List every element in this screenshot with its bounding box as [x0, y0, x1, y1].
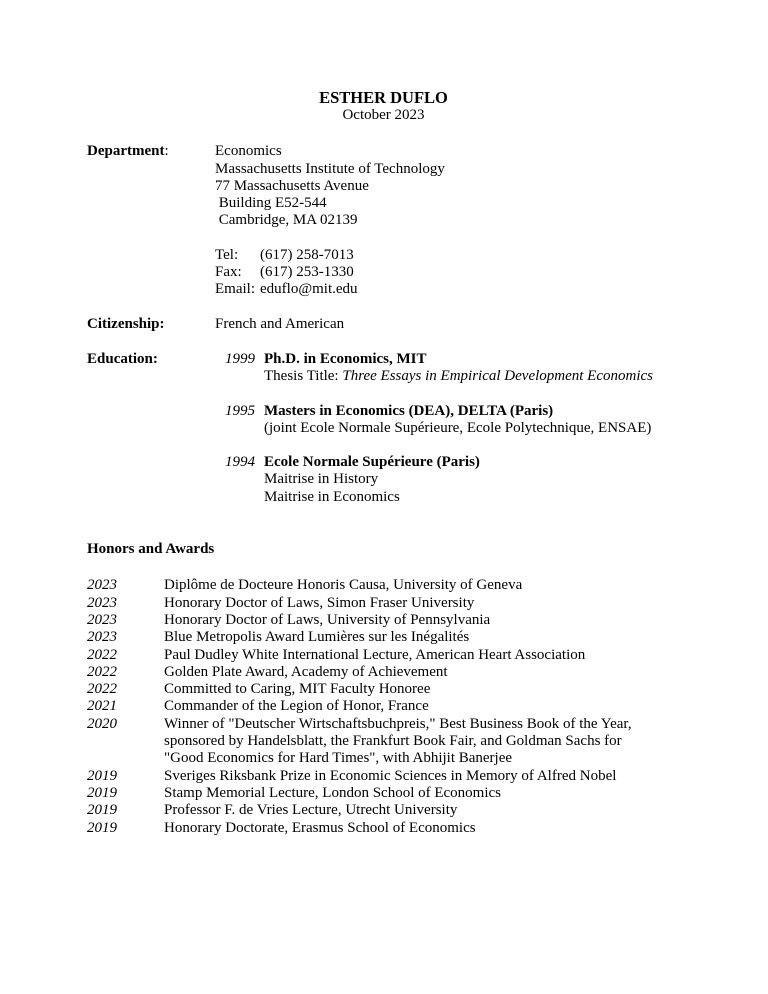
honor-line: Stamp Memorial Lecture, London School of Economics — [164, 784, 502, 801]
honor-item — [87, 595, 680, 612]
education-detail-line — [264, 489, 480, 506]
thesis-title-italic: Three Essays in Empirical Development Economics — [342, 368, 653, 385]
tel-row — [215, 247, 680, 264]
honor-item — [87, 664, 680, 681]
honor-text — [164, 612, 680, 629]
honor-text — [164, 647, 680, 664]
fax-value: (617) 253-1330 — [260, 264, 354, 281]
department-label-colon: : — [164, 143, 169, 160]
honor-item — [87, 647, 680, 664]
honor-text — [164, 629, 680, 646]
honor-text — [164, 664, 680, 681]
honor-text — [164, 716, 680, 768]
education-degree: Masters in Economics (DEA), DELTA (Paris) — [264, 402, 554, 419]
fax-label: Fax: — [215, 264, 242, 281]
honor-year: 2019 — [87, 802, 117, 819]
education-year: 1999 — [225, 350, 255, 367]
contact-details — [215, 247, 680, 299]
education-year: 1995 — [225, 402, 255, 419]
honor-year: 2019 — [87, 819, 117, 836]
honor-line: Diplôme de Docteure Honoris Causa, University of Geneva — [164, 577, 523, 594]
honor-line: Commander of the Legion of Honor, France — [164, 698, 429, 715]
education-section — [87, 351, 680, 506]
citizenship-value: French and American — [215, 315, 345, 332]
honor-item — [87, 629, 680, 646]
honor-year: 2022 — [87, 646, 117, 663]
education-entry-content — [264, 403, 651, 438]
honor-line: Honorary Doctor of Laws, University of Pennsylvania — [164, 611, 491, 628]
education-detail-line — [264, 420, 651, 437]
department-section — [87, 143, 680, 298]
honor-line: Golden Plate Award, Academy of Achievement — [164, 663, 448, 680]
honor-line: "Good Economics for Hard Times", with Abhijit Banerjee — [164, 750, 513, 767]
honors-heading: Honors and Awards — [87, 541, 215, 558]
honor-line: Honorary Doctorate, Erasmus School of Economics — [164, 819, 476, 836]
honor-item — [87, 698, 680, 715]
honor-year: 2021 — [87, 698, 117, 715]
email-label: Email: — [215, 281, 255, 298]
honor-line: Honorary Doctor of Laws, Simon Fraser University — [164, 594, 475, 611]
honor-text — [164, 698, 680, 715]
honor-text — [164, 802, 680, 819]
department-label-text: Department — [87, 143, 165, 160]
education-detail-text: Maitrise in History — [264, 471, 379, 488]
honor-line: sponsored by Handelsblatt, the Frankfurt Book Fair, and Goldman Sachs for — [164, 733, 622, 750]
address-line: 77 Massachusetts Avenue — [215, 177, 369, 194]
address-line: Economics — [215, 143, 282, 160]
document-date: October 2023 — [342, 107, 425, 123]
education-detail-text: Thesis Title: — [264, 368, 343, 385]
education-degree: Ecole Normale Supérieure (Paris) — [264, 454, 480, 471]
page-title: ESTHER DUFLO — [319, 88, 448, 107]
education-detail-line — [264, 471, 480, 488]
honor-text — [164, 577, 680, 594]
honor-line: Sveriges Riksbank Prize in Economic Sciences in Memory of Alfred Nobel — [164, 767, 617, 784]
email-row — [215, 281, 680, 298]
address-line: Massachusetts Institute of Technology — [215, 160, 445, 177]
address-lines — [215, 143, 680, 229]
honor-text — [164, 820, 680, 837]
education-entries — [225, 351, 653, 506]
tel-label: Tel: — [215, 246, 239, 263]
education-label: Education: — [87, 350, 158, 367]
honor-text — [164, 768, 680, 785]
address-line: Cambridge, MA 02139 — [215, 212, 358, 229]
honors-list — [87, 577, 680, 836]
honor-item — [87, 577, 680, 594]
education-entry-content — [264, 351, 653, 386]
education-detail-line — [264, 368, 653, 385]
education-detail-text: (joint Ecole Normale Supérieure, Ecole Polytechnique, ENSAE) — [264, 419, 652, 436]
education-entry — [225, 403, 653, 438]
fax-row — [215, 264, 680, 281]
education-entry-content — [264, 454, 480, 506]
education-detail-text: Maitrise in Economics — [264, 488, 400, 505]
education-degree: Ph.D. in Economics, MIT — [264, 350, 427, 367]
honor-year: 2023 — [87, 629, 117, 646]
honor-year: 2022 — [87, 681, 117, 698]
honor-item — [87, 681, 680, 698]
education-entry — [225, 351, 653, 386]
honor-item — [87, 716, 680, 768]
department-content — [215, 143, 680, 298]
honor-text — [164, 681, 680, 698]
education-year: 1994 — [225, 454, 255, 471]
honor-year: 2019 — [87, 767, 117, 784]
citizenship-section — [87, 316, 680, 333]
honor-year: 2022 — [87, 663, 117, 680]
department-label — [87, 143, 215, 298]
honor-line: Paul Dudley White International Lecture, American Heart Association — [164, 646, 586, 663]
honor-year: 2020 — [87, 715, 117, 732]
honor-item — [87, 612, 680, 629]
honor-year: 2023 — [87, 611, 117, 628]
honor-year: 2023 — [87, 594, 117, 611]
address-line: Building E52-544 — [215, 195, 327, 212]
honor-line: Professor F. de Vries Lecture, Utrecht University — [164, 802, 458, 819]
honor-year: 2023 — [87, 577, 117, 594]
honor-item — [87, 768, 680, 785]
honor-item — [87, 820, 680, 837]
honor-line: Blue Metropolis Award Lumières sur les Inégalités — [164, 629, 470, 646]
citizenship-label: Citizenship: — [87, 315, 165, 332]
honor-item — [87, 785, 680, 802]
honor-text — [164, 595, 680, 612]
honor-line: Winner of "Deutscher Wirtschaftsbuchpreis," Best Business Book of the Year, — [164, 715, 632, 732]
tel-value: (617) 258-7013 — [260, 246, 354, 263]
honor-year: 2019 — [87, 784, 117, 801]
education-entry — [225, 454, 653, 506]
honor-line: Committed to Caring, MIT Faculty Honoree — [164, 681, 431, 698]
honor-item — [87, 802, 680, 819]
document-header — [87, 89, 680, 124]
honor-text — [164, 785, 680, 802]
email-value: eduflo@mit.edu — [260, 281, 358, 298]
